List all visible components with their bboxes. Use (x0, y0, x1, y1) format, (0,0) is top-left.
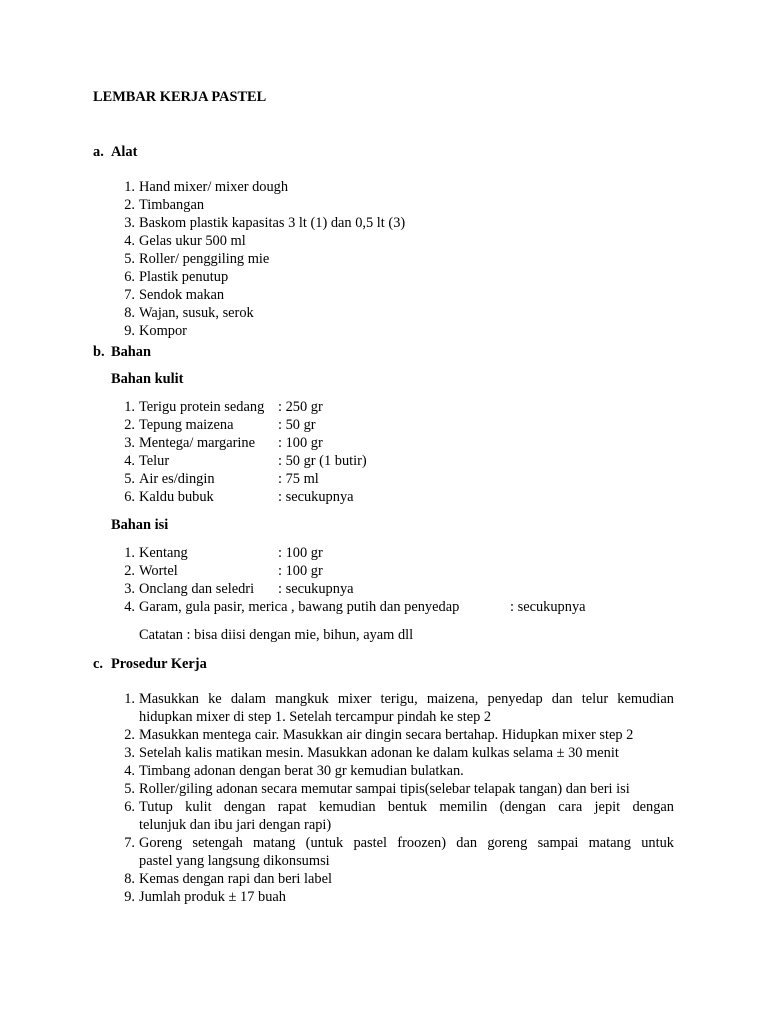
alat-item-number: 4. (124, 233, 135, 249)
kulit-item-qty: : 100 gr (278, 435, 323, 451)
kulit-item-number: 1. (124, 399, 135, 415)
isi-item-name: Kentang (139, 545, 188, 561)
kulit-item-number: 3. (124, 435, 135, 451)
kulit-item-qty: : 50 gr (278, 417, 316, 433)
isi-item-name: Garam, gula pasir, merica , bawang putih dan penyedap (139, 599, 460, 615)
prosedur-item-line: Roller/giling adonan secara memutar sampai tipis(selebar telapak tangan) dan beri isi (139, 781, 630, 797)
kulit-item-qty: : 50 gr (1 butir) (278, 453, 367, 469)
kulit-item-name: Tepung maizena (139, 417, 234, 433)
alat-item: Gelas ukur 500 ml (139, 233, 246, 249)
alat-item: Hand mixer/ mixer dough (139, 179, 289, 195)
prosedur-item-number: 4. (124, 763, 135, 779)
isi-item-qty: : secukupnya (278, 581, 354, 597)
prosedur-item-number: 6. (124, 799, 135, 815)
alat-item: Kompor (139, 323, 187, 339)
alat-item: Sendok makan (139, 287, 225, 303)
prosedur-item-line: pastel yang langsung dikonsumsi (139, 853, 330, 869)
section-heading-bahan: Bahan (111, 344, 151, 360)
section-marker-prosedur: c. (93, 656, 103, 672)
alat-item: Plastik penutup (139, 269, 229, 285)
alat-item-number: 2. (124, 197, 135, 213)
kulit-item-qty: : 250 gr (278, 399, 323, 415)
isi-item-qty: : 100 gr (278, 563, 323, 579)
prosedur-item-number: 2. (124, 727, 135, 743)
prosedur-item-number: 1. (124, 691, 135, 707)
prosedur-item-line: Setelah kalis matikan mesin. Masukkan adonan ke dalam kulkas selama ± 30 menit (139, 745, 619, 761)
alat-item-number: 9. (124, 323, 135, 339)
section-heading-prosedur: Prosedur Kerja (111, 656, 207, 672)
kulit-item-name: Mentega/ margarine (139, 435, 256, 451)
alat-item: Roller/ penggiling mie (139, 251, 270, 267)
section-marker-alat: a. (93, 144, 104, 160)
prosedur-item-number: 9. (124, 889, 135, 905)
isi-item-number: 2. (124, 563, 135, 579)
kulit-item-name: Terigu protein sedang (139, 399, 265, 415)
prosedur-item-line: hidupkan mixer di step 1. Setelah tercampur pindah ke step 2 (139, 709, 492, 725)
alat-item: Baskom plastik kapasitas 3 lt (1) dan 0,5 lt (3) (139, 215, 406, 231)
subheading-bahan-kulit: Bahan kulit (111, 371, 184, 387)
kulit-item-name: Kaldu bubuk (139, 489, 214, 505)
section-marker-bahan: b. (93, 344, 105, 360)
isi-item-name: Wortel (139, 563, 178, 579)
alat-item-number: 1. (124, 179, 135, 195)
prosedur-item-number: 7. (124, 835, 135, 851)
isi-item-qty: : 100 gr (278, 545, 323, 561)
isi-item-number: 4. (124, 599, 135, 615)
prosedur-item-number: 3. (124, 745, 135, 761)
prosedur-item-line: telunjuk dan ibu jari dengan rapi) (139, 817, 332, 833)
prosedur-item-line: Kemas dengan rapi dan beri label (139, 871, 332, 887)
section-heading-alat: Alat (111, 144, 138, 160)
kulit-item-number: 2. (124, 417, 135, 433)
isi-item-number: 3. (124, 581, 135, 597)
kulit-item-name: Telur (139, 453, 170, 469)
alat-item-number: 6. (124, 269, 135, 285)
catatan-note: Catatan : bisa diisi dengan mie, bihun, ayam dll (139, 627, 414, 643)
subheading-bahan-isi: Bahan isi (111, 517, 169, 533)
kulit-item-number: 5. (124, 471, 135, 487)
prosedur-item-line: Timbang adonan dengan berat 30 gr kemudian bulatkan. (139, 763, 464, 779)
isi-item-name: Onclang dan seledri (139, 581, 255, 597)
alat-item-number: 7. (124, 287, 135, 303)
prosedur-item-number: 5. (124, 781, 135, 797)
alat-item-number: 5. (124, 251, 135, 267)
kulit-item-qty: : secukupnya (278, 489, 354, 505)
prosedur-item-line: Masukkan mentega cair. Masukkan air dingin secara bertahap. Hidupkan mixer step 2 (139, 727, 634, 743)
alat-item: Wajan, susuk, serok (139, 305, 254, 321)
alat-item: Timbangan (139, 197, 205, 213)
prosedur-item-line: Masukkan ke dalam mangkuk mixer terigu, maizena, penyedap dan telur kemudian (139, 691, 674, 707)
alat-item-number: 3. (124, 215, 135, 231)
kulit-item-name: Air es/dingin (139, 471, 215, 487)
page-title: LEMBAR KERJA PASTEL (93, 89, 267, 105)
kulit-item-number: 4. (124, 453, 135, 469)
prosedur-item-line: Jumlah produk ± 17 buah (139, 889, 286, 905)
prosedur-item-line: Goreng setengah matang (untuk pastel froozen) dan goreng sampai matang untuk (139, 835, 674, 851)
prosedur-item-line: Tutup kulit dengan rapat kemudian bentuk memilin (dengan cara jepit dengan (139, 799, 674, 815)
kulit-item-number: 6. (124, 489, 135, 505)
kulit-item-qty: : 75 ml (278, 471, 319, 487)
alat-item-number: 8. (124, 305, 135, 321)
isi-item-number: 1. (124, 545, 135, 561)
isi-item-qty: : secukupnya (510, 599, 586, 615)
prosedur-item-number: 8. (124, 871, 135, 887)
